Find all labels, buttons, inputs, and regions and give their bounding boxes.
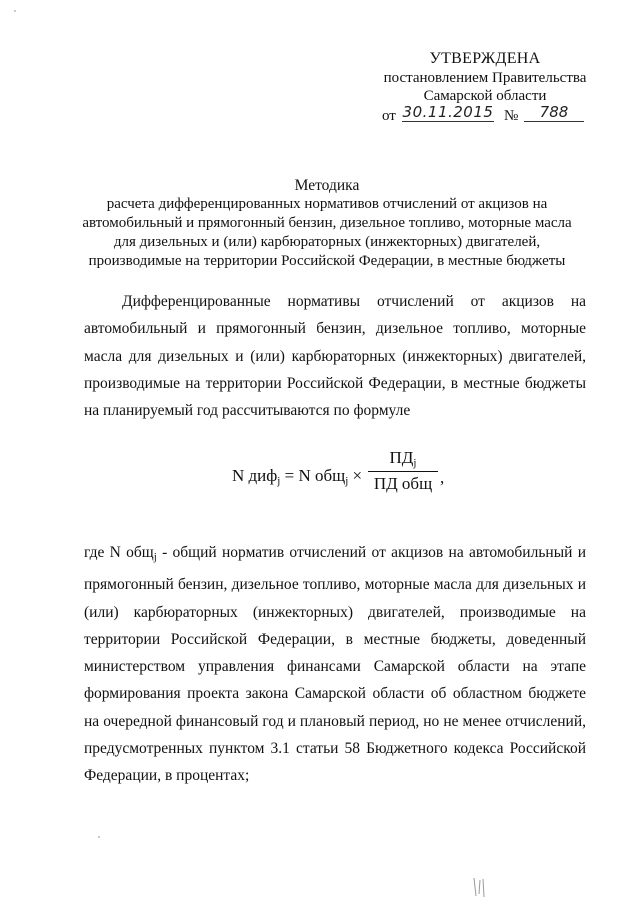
formula-times: × bbox=[348, 466, 363, 485]
number-label: № bbox=[504, 108, 519, 124]
paragraph-2-body: - общий норматив отчислений от акцизов на автомобильный и прямогонный бензин, дизельное топливо, моторные масла для дизельных и (или) карбюраторных (инжекторных) двигателей, производимые на территории Российской Федерации, в местные бюджеты, доведенный министерством управления финансами Самарской области на этапе формирования проекта закона Самарской области об областном бюджете на очередной финансовый год и плановый период, но не менее отчислений, предусмотренных пунктом 3.1 статьи 58 Бюджетного кодекса Российской Федерации, в процентах; bbox=[84, 544, 586, 785]
handwritten-number: 788 bbox=[524, 103, 584, 122]
formula-equals: = N общ bbox=[280, 466, 346, 485]
paragraph-2-prefix: где N общ bbox=[84, 544, 154, 561]
approval-line-2: Самарской области bbox=[423, 88, 547, 104]
formula-numerator-main: ПД bbox=[389, 448, 414, 467]
from-label: от bbox=[382, 108, 396, 124]
formula-lhs-main: N диф bbox=[232, 466, 278, 485]
formula-fraction bbox=[368, 448, 438, 494]
scan-speck-icon bbox=[98, 836, 100, 838]
method-subtitle: расчета дифференцированных нормативов отчислений от акцизов на автомобильный и прямогонный бензин, дизельное топливо, моторные масла для дизельных и (или) карбюраторных (инжекторных) двигателей, производимые на территории Российской Федерации, в местные бюджеты bbox=[82, 196, 572, 269]
formula-mid-sub: j bbox=[345, 475, 349, 487]
approval-line-1: постановлением Правительства bbox=[383, 70, 587, 86]
formula-left bbox=[232, 466, 362, 487]
approval-title: УТВЕРЖДЕНА bbox=[429, 50, 541, 67]
formula-denominator: ПД общ bbox=[373, 474, 433, 493]
approval-dateline bbox=[370, 105, 600, 127]
formula-numerator bbox=[368, 448, 438, 472]
paragraph-2 bbox=[84, 539, 586, 790]
formula-comma: , bbox=[440, 468, 445, 487]
approval-block bbox=[370, 50, 600, 127]
paragraph-2-sub: j bbox=[153, 551, 157, 563]
scan-mark-icon bbox=[470, 876, 488, 898]
method-heading: Методика bbox=[294, 177, 360, 194]
formula-numerator-sub: j bbox=[413, 457, 417, 469]
formula-lhs-sub: j bbox=[277, 475, 281, 487]
handwritten-date: 30.11.2015 bbox=[402, 103, 494, 121]
paragraph-1: Дифференцированные нормативы отчислений от акцизов на автомобильный и прямогонный бензин, дизельное топливо, моторные масла для дизельных и (или) карбюраторных (инжекторных) двигателей, производимые на территории Российской Федерации, в местные бюджеты на планируемый год рассчитываются по формуле bbox=[84, 293, 586, 420]
scan-speck-icon bbox=[14, 10, 16, 12]
method-title-block bbox=[72, 176, 582, 271]
